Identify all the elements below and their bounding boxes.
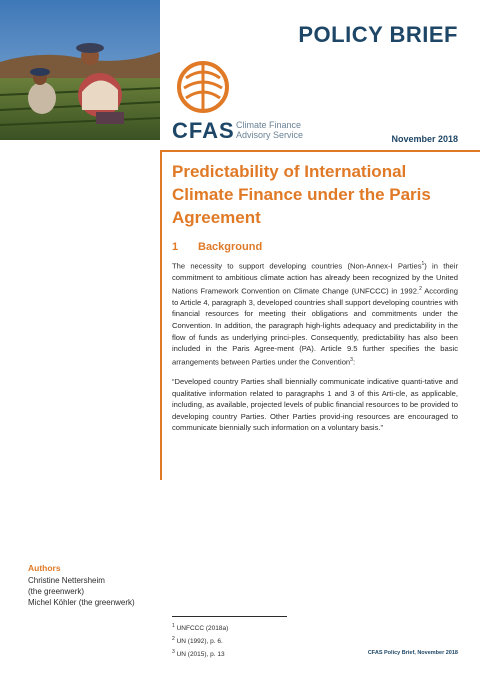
author-line: Michel Köhler (the greenwerk)	[28, 598, 135, 607]
farmers-field-photo	[0, 0, 160, 140]
cfas-circle-logo-icon	[172, 58, 234, 116]
footnote-item: $^3$ UN (2015), p. 13	[172, 649, 225, 659]
publication-date: November 2018	[391, 134, 458, 144]
author-line: Christine Nettersheim	[28, 576, 105, 585]
footnotes	[172, 621, 228, 660]
footnote-item: $^1$ UNFCCC (2018a)	[172, 623, 229, 633]
footnote-ref: 1	[421, 261, 425, 267]
document-type-title: POLICY BRIEF	[298, 22, 458, 47]
page-footer: CFAS Policy Brief, November 2018	[367, 650, 458, 656]
footnote-item: $^2$ UN (1992), p. 6.	[172, 636, 223, 646]
cfas-logo	[166, 58, 316, 148]
background-paragraph: The necessity to support developing countries (Non-Annex-I Parties$^1$) in their commitment to ambitious climate action has already been recognized by the United Nations Framework Convention on Climate Change (UNFCCC) in 1992.$^2$ According to Article 4, paragraph 3, developed countries shall support developing countries with financial resources for meeting their obligations and commitments under the Convention. In addition, the paragraph high-lights adequacy and predictability in the flow of funds as underlying princi-ples. Consequently, predictability has also been included in the Paris Agree-ment (PA). Article 9.5 further specifies the basic arrangements between Parties under the Convention$^3$:	[172, 261, 458, 367]
logo-subtitle: Climate Finance Advisory Service	[236, 120, 304, 140]
section-heading	[172, 241, 458, 253]
footnote-ref: 3	[350, 356, 353, 363]
quote-paragraph: “Developed country Parties shall biennially communicate indicative quanti-tative and qualitative information related to paragraphs 1 and 3 of this Arti-cle, as applicable, including, as available, projected levels of public financial resources to be provided to developing country Parties. Other Parties provid-ing resources are encouraged to communicate biennially such information on a voluntary basis.”	[172, 376, 458, 433]
section-title: Background	[198, 241, 263, 253]
authors-sidebar	[28, 563, 158, 608]
document-title: Predictability of International Climate Finance under the Paris Agreement	[172, 162, 431, 227]
horizontal-accent-rule	[160, 150, 480, 152]
footnote-ref: 2	[419, 285, 422, 292]
author-line: (the greenwerk)	[28, 587, 85, 596]
vertical-accent-rule	[160, 150, 162, 480]
footnote-divider	[172, 616, 287, 617]
main-content	[172, 160, 458, 442]
section-number: 1	[172, 241, 179, 253]
authors-label: Authors	[28, 563, 61, 573]
logo-wordmark: CFAS	[172, 118, 235, 143]
